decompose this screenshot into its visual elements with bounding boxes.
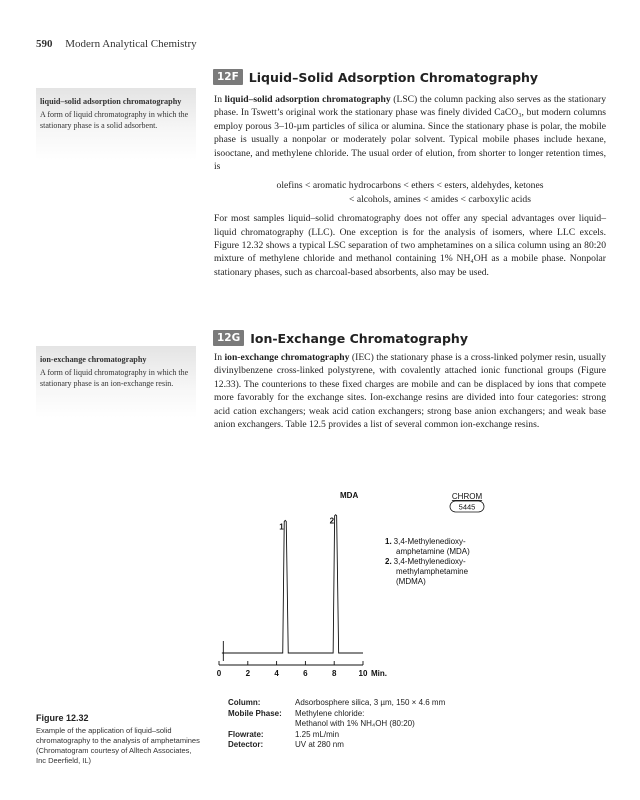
condition-label: Mobile Phase: — [228, 708, 282, 718]
elution-order-line-2: < alcohols, amines < amides < carboxylic acids — [349, 193, 531, 205]
condition-value: 1.25 mL/min — [295, 729, 340, 739]
condition-row — [228, 709, 608, 720]
condition-value: Methylene chloride: — [295, 708, 365, 718]
chromatogram — [200, 480, 500, 690]
paragraph: In liquid–solid adsorption chromatography (LSC) the column packing also serves as the stationary phase. In Tswett’s original work the stationary phase was finely divided CaCO₃, but modern columns employ porous 3–10-µm particles of silica or alumina. Since the stationary phase is polar, the mobile phase is usually a nonpolar or moderately polar solvent. Typical mobile phases include hexane, isooctane, and methylene chloride. The usual order of elution, from shorter to longer retention times, is — [214, 94, 606, 173]
paragraph: In ion-exchange chromatography (IEC) the stationary phase is a cross-linked polymer resin, usually divinylbenzene cross-linked polystyrene, with covalently attached ionic functional groups (Figure 12.33). The counterions to these fixed charges are mobile and can be displaced by ions that compete more favorably for the exchange sites. Ion-exchange resins are divided into four categories: strong acid cation exchangers; weak acid cation exchangers; strong base anion exchangers; and weak base anion exchangers. Table 12.5 provides a list of several common ion-exchange resins. — [214, 352, 606, 431]
book-title: Modern Analytical Chemistry — [65, 38, 197, 50]
condition-value: Methanol with 1% NH₄OH (80:20) — [295, 719, 415, 728]
peak-label: 1 — [279, 522, 284, 532]
section-heading-12g — [213, 330, 468, 346]
condition-row — [228, 730, 608, 741]
page-number: 590 — [36, 38, 53, 50]
elution-order-line-1: olefins < aromatic hydrocarbons < ethers < esters, aldehydes, ketones — [276, 180, 544, 192]
stamp-number: 5445 — [458, 502, 476, 512]
section-f-body — [214, 93, 606, 279]
svg-text:2.3,4-Methylenedioxy- — [385, 557, 466, 566]
margin-definition-iec — [36, 346, 196, 418]
defined-term: ion-exchange chromatography — [224, 352, 350, 363]
x-tick-label: 4 — [274, 669, 279, 678]
figure-caption: Example of the application of liquid–solid chromatography to the analysis of amphetamines (Chromatogram courtesy of Alltech Associates, Inc Deerfield, IL) — [36, 726, 200, 765]
condition-label: Column: — [228, 698, 261, 707]
section-title: Ion-Exchange Chromatography — [250, 330, 468, 346]
legend-name: amphetamine (MDA) — [396, 547, 470, 556]
legend-num: 1. — [385, 537, 392, 546]
svg-text:1.3,4-Methylenedioxy- — [385, 537, 466, 546]
glossary-term: ion-exchange chromatography — [40, 355, 147, 364]
section-g-body — [214, 351, 606, 431]
x-tick-label: 10 — [358, 669, 368, 678]
legend-num: 2. — [385, 557, 392, 566]
condition-row — [228, 719, 608, 730]
condition-value: UV at 280 nm — [295, 740, 344, 749]
legend-name: 3,4-Methylenedioxy- — [393, 557, 466, 566]
x-tick-label: 2 — [245, 669, 251, 678]
margin-definition-lsc — [36, 88, 196, 160]
defined-term: liquid–solid adsorption chromatography — [224, 94, 391, 105]
peak-legend — [385, 537, 470, 586]
section-badge: 12F — [213, 69, 243, 85]
condition-row — [228, 740, 608, 751]
x-tick-label: 8 — [331, 669, 337, 678]
x-tick-label: 6 — [303, 669, 308, 678]
legend-name: (MDMA) — [396, 577, 426, 586]
chromatogram-trace — [222, 515, 363, 653]
figure-label: Figure 12.32 — [36, 713, 89, 723]
running-header — [36, 38, 197, 50]
glossary-term: liquid–solid adsorption chromatography — [40, 97, 182, 106]
section-title: Liquid–Solid Adsorption Chromatography — [248, 69, 539, 85]
legend-name: 3,4-Methylenedioxy- — [393, 537, 466, 546]
section-heading-12f — [213, 69, 538, 85]
condition-value: Adsorbosphere silica, 3 µm, 150 × 4.6 mm — [295, 698, 446, 707]
peak-label: 2 — [329, 516, 335, 526]
x-tick-label: 0 — [216, 669, 222, 678]
condition-label: Flowrate: — [228, 729, 264, 739]
section-badge: 12G — [213, 330, 244, 346]
x-axis-label: Min. — [371, 669, 387, 678]
glossary-definition: A form of liquid chromatography in which the stationary phase is an ion-exchange resin. — [40, 368, 189, 388]
condition-label: Detector: — [228, 740, 264, 749]
condition-row — [228, 698, 608, 709]
glossary-definition: A form of liquid chromatography in which the stationary phase is a solid adsorbent. — [40, 110, 189, 130]
stamp-label: CHROM — [451, 492, 483, 501]
run-conditions — [228, 698, 608, 758]
chrom-stamp — [450, 492, 484, 512]
paragraph: For most samples liquid–solid chromatography does not offer any special advantages over liquid–liquid chromatography (LLC). One exception is for the analysis of isomers, where LLC excels. Figure 12.32 shows a typical LSC separation of two amphetamines on a silica column using an 80:20 mixture of methylene chloride and methanol containing 1% NH₄OH as a mobile phase. Nonpolar stationary phases, such as charcoal-based absorbents, also may be used. — [214, 213, 606, 278]
chart-title: MDA — [340, 491, 359, 500]
legend-name: methylamphetamine — [396, 567, 469, 576]
